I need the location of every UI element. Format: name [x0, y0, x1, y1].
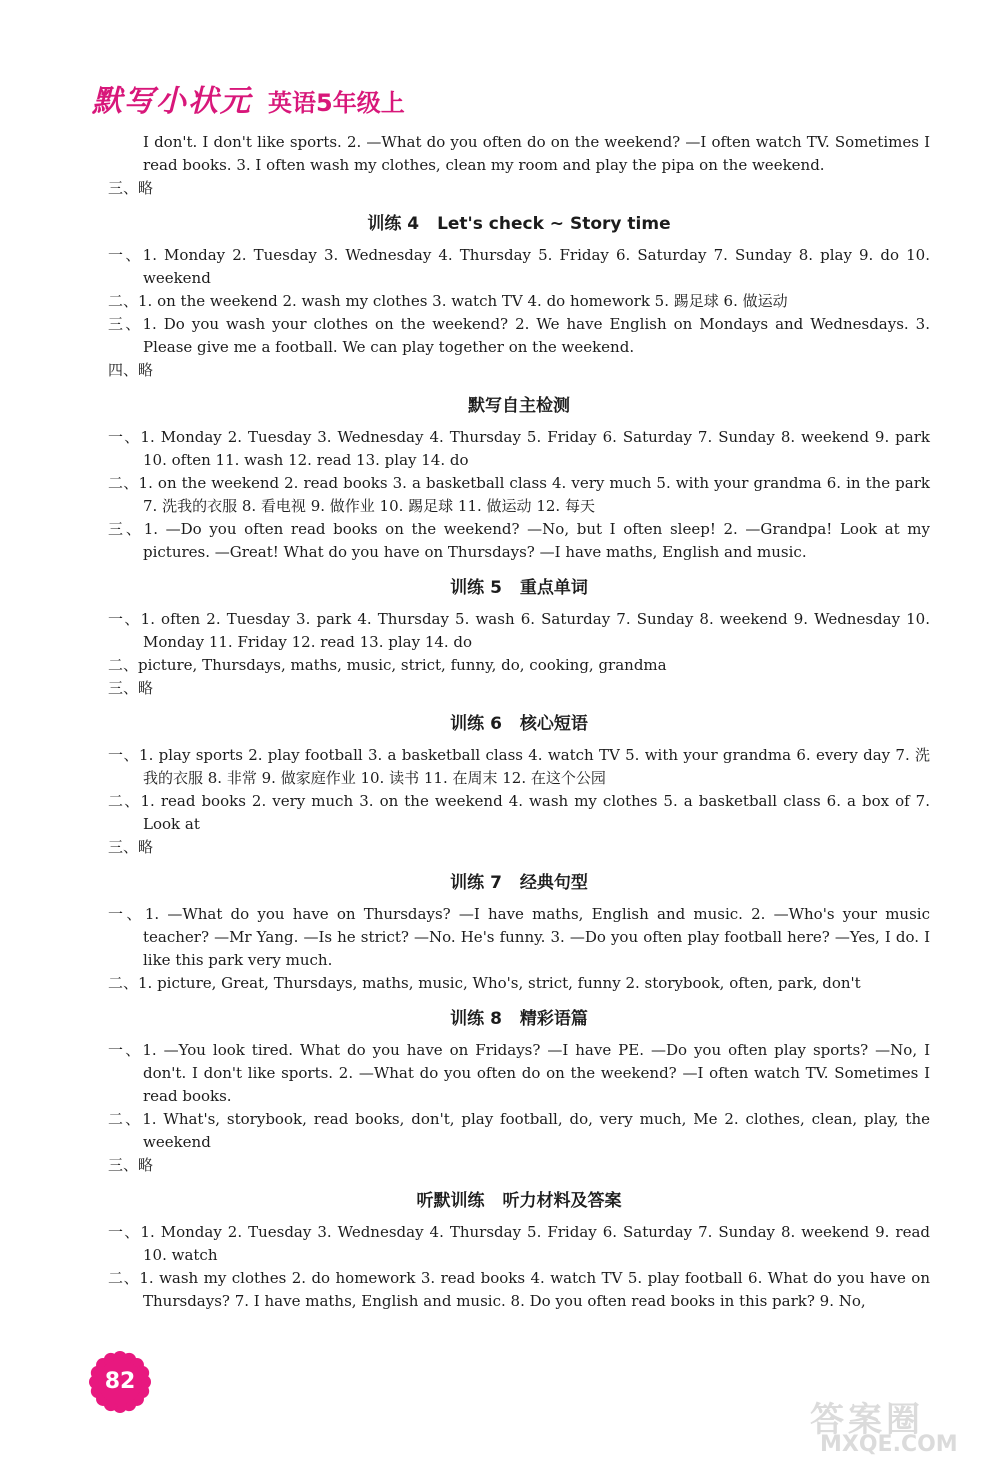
section-topic: 听力材料及答案 [502, 1191, 622, 1211]
answer-item: 二、1. picture, Great, Thursdays, maths, music, Who's, strict, funny 2. storybook, often, park, don't [108, 974, 861, 992]
intro-san: 三、略 [108, 179, 154, 197]
section-title [108, 1186, 930, 1216]
section-label: 训练 8 [450, 1009, 502, 1029]
intro-paragraph: I don't. I don't like sports. 2. —What do you often do on the weekend? —I often watch TV. Sometimes I read books. 3. I often wash my clothes, clean my room and play the pipa on the weekend. [143, 133, 930, 174]
brand-title: 默写小状元 [92, 84, 252, 119]
answer-item: 二、1. on the weekend 2. read books 3. a basketball class 4. very much 5. with your grandma 6. in the park 7. 洗我的衣服 8. 看电视 9. 做作业 10. 踢足球 11. 做运动 12. 每天 [108, 474, 930, 515]
answer-item: 一、1. —You look tired. What do you have on Fridays? —I have PE. —Do you often play sports? —No, I don't. I don't like sports. 2. —What do you often do on the weekend? —I often watch TV. Sometimes I read books. [108, 1041, 930, 1105]
answer-item: 一、1. Monday 2. Tuesday 3. Wednesday 4. Thursday 5. Friday 6. Saturday 7. Sunday 8. weekend 9. read 10. watch [108, 1223, 930, 1264]
section-label: 训练 6 [450, 714, 502, 734]
section-label: 默写自主检测 [468, 396, 570, 416]
section-title [108, 1004, 930, 1034]
answer-item: 三、略 [108, 838, 154, 856]
section-topic: 重点单词 [519, 578, 588, 598]
watermark [800, 1392, 990, 1462]
section-title [108, 209, 930, 239]
answer-item: 二、1. wash my clothes 2. do homework 3. read books 4. watch TV 5. play football 6. What do you have on Thursdays? 7. I have maths, English and music. 8. Do you often read books in this park? 9. No, [108, 1269, 930, 1310]
answer-item: 三、略 [108, 679, 154, 697]
watermark-url: MXQE.COM [820, 1432, 958, 1457]
answer-item: 三、1. —Do you often read books on the weekend? —No, but I often sleep! 2. —Grandpa! Look at my pictures. —Great! What do you have on Thursdays? —I have maths, English and music. [108, 520, 930, 561]
page-number: 82 [104, 1369, 136, 1394]
answer-item: 二、1. read books 2. very much 3. on the weekend 4. wash my clothes 5. a basketball class 6. a box of 7. Look at [108, 792, 930, 833]
answer-item: 三、1. Do you wash your clothes on the weekend? 2. We have English on Mondays and Wednesdays. 3. Please give me a football. We can play together on the weekend. [108, 315, 930, 356]
answer-content [108, 131, 930, 1313]
answer-item: 二、1. on the weekend 2. wash my clothes 3. watch TV 4. do homework 5. 踢足球 6. 做运动 [108, 292, 788, 310]
answer-item: 二、picture, Thursdays, maths, music, strict, funny, do, cooking, grandma [108, 656, 667, 674]
answer-item: 三、略 [108, 1156, 154, 1174]
section-topic: 精彩语篇 [519, 1009, 588, 1029]
answer-item: 一、1. often 2. Tuesday 3. park 4. Thursday 5. wash 6. Saturday 7. Sunday 8. weekend 9. Wednesday 10. Monday 11. Friday 12. read 13. play 14. do [108, 610, 930, 651]
section-label: 训练 5 [450, 578, 502, 598]
section-title [108, 868, 930, 898]
section-title [108, 391, 930, 421]
section-label: 训练 4 [367, 214, 420, 234]
answer-item: 四、略 [108, 361, 154, 379]
answer-item: 一、1. Monday 2. Tuesday 3. Wednesday 4. Thursday 5. Friday 6. Saturday 7. Sunday 8. play 9. do 10. weekend [108, 246, 930, 287]
section-label: 听默训练 [416, 1191, 485, 1211]
section-topic: Let's check ~ Story time [437, 214, 671, 234]
answer-item: 二、1. What's, storybook, read books, don't, play football, do, very much, Me 2. clothes, clean, play, the weekend [108, 1110, 930, 1151]
section-label: 训练 7 [450, 873, 502, 893]
book-subtitle: 英语5年级上 [268, 89, 405, 117]
page-header [92, 76, 405, 120]
watermark-logo: 答案圈 [810, 1400, 924, 1440]
section-topic: 经典句型 [519, 873, 588, 893]
answer-item: 一、1. —What do you have on Thursdays? —I have maths, English and music. 2. —Who's your music teacher? —Mr Yang. —Is he strict? —No. He's funny. 3. —Do you often play football here? —Yes, I do. I like this park very much. [108, 905, 930, 969]
section-title [108, 709, 930, 739]
answer-item: 一、1. play sports 2. play football 3. a basketball class 4. watch TV 5. with your grandma 6. every day 7. 洗我的衣服 8. 非常 9. 做家庭作业 10. 读书 11. 在周末 12. 在这个公园 [108, 746, 930, 787]
section-title [108, 573, 930, 603]
page-number-badge [88, 1350, 152, 1414]
section-topic: 核心短语 [519, 714, 588, 734]
answer-item: 一、1. Monday 2. Tuesday 3. Wednesday 4. Thursday 5. Friday 6. Saturday 7. Sunday 8. weekend 9. park 10. often 11. wash 12. read 13. play 14. do [108, 428, 930, 469]
